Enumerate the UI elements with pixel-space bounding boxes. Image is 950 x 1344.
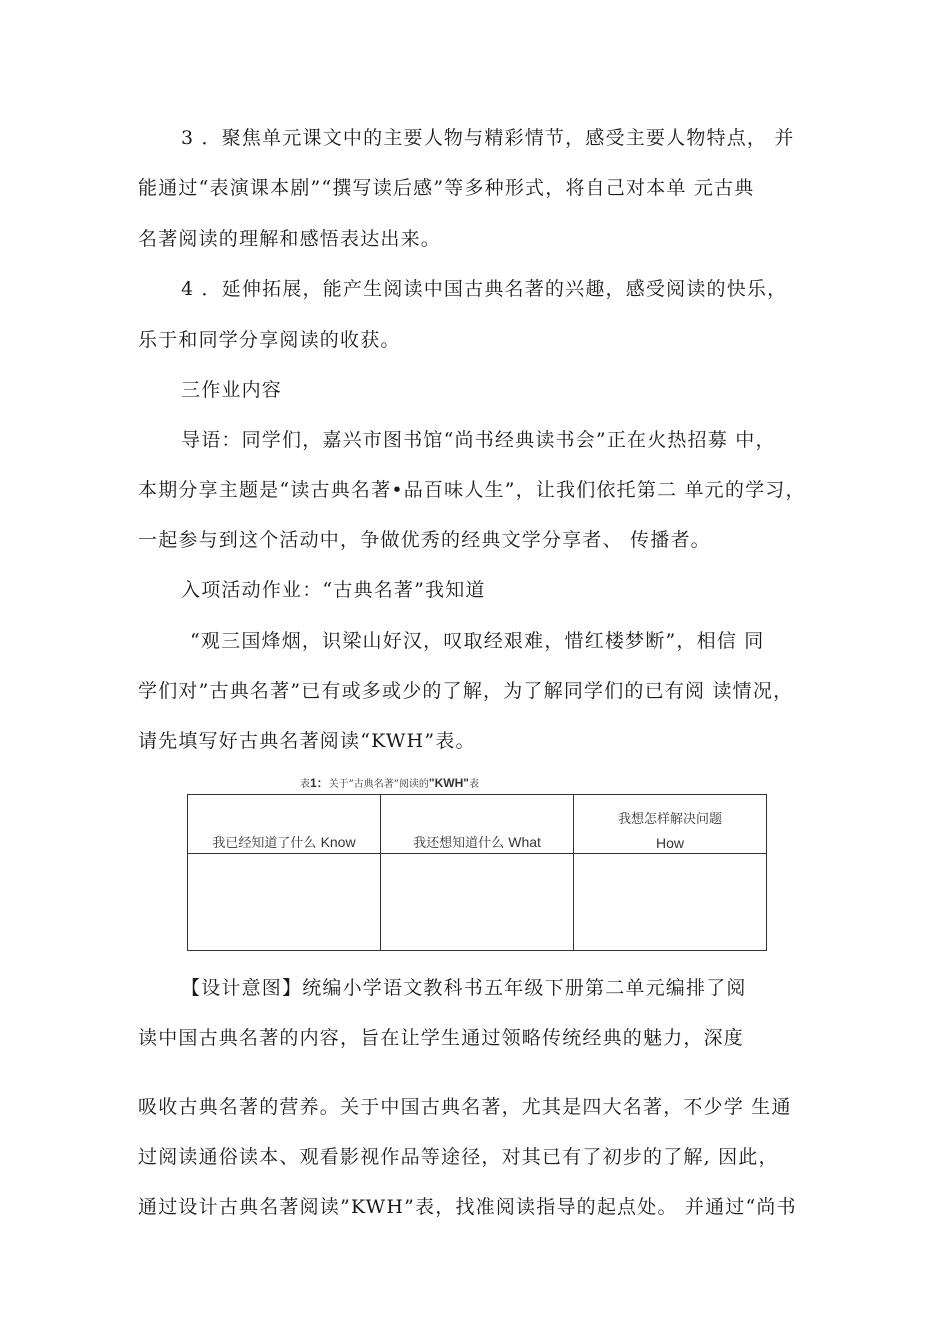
paragraph-line: 本期分享主题是“读古典名著•品百味人生”，让我们依托第二 单元的学习，	[138, 479, 806, 501]
header-what-en: What	[508, 834, 541, 850]
paragraph-line: 请先填写好古典名著阅读“KWH”表。	[138, 730, 476, 752]
paragraph-line: 4 ．延伸拓展，能产生阅读中国古典名著的兴趣，感受阅读的快乐，	[181, 278, 788, 300]
section-heading: 三作业内容	[181, 379, 283, 401]
table-cell	[188, 854, 381, 951]
header-how-cn: 我想怎样解决问题	[617, 812, 722, 827]
paragraph-line: 一起参与到这个活动中，争做优秀的经典文学分享者、 传播者。	[138, 529, 711, 551]
caption-text: 关于”古典名著”阅读的	[328, 779, 429, 790]
paragraph-line: 3 ．聚焦单元课文中的主要人物与精彩情节，感受主要人物特点， 并	[181, 127, 795, 149]
table-header-row	[188, 795, 767, 854]
paragraph-line: 乐于和同学分享阅读的收获。	[138, 329, 401, 351]
header-how-en: How	[655, 835, 684, 851]
paragraph-line: 学们对”古典名著”已有或多或少的了解，为了解同学们的已有阅 读情况，	[138, 680, 794, 702]
paragraph-line: 名著阅读的理解和感悟表达出来。	[138, 228, 442, 250]
table-row	[188, 854, 767, 951]
caption-prefix: 表	[300, 779, 310, 790]
paragraph-line: 读中国古典名著的内容，旨在让学生通过领略传统经典的魅力，深度	[138, 1027, 745, 1049]
caption-kwh: "KWH"	[428, 776, 469, 790]
table-cell	[574, 854, 767, 951]
paragraph-line: 吸收古典名著的营养。关于中国古典名著，尤其是四大名著，不少学 生通	[138, 1096, 792, 1118]
paragraph-line: 导语：同学们，嘉兴市图书馆“尚书经典读书会”正在火热招募 中，	[181, 429, 776, 451]
caption-number: 1：	[310, 776, 329, 790]
paragraph-line: “观三国烽烟，识梁山好汉，叹取经艰难，惜红楼梦断”，相信 同	[190, 630, 765, 652]
header-how	[574, 795, 767, 854]
header-know	[188, 795, 381, 854]
paragraph-line: 通过设计古典名著阅读”KWH”表，找准阅读指导的起点处。 并通过“尚书	[138, 1196, 797, 1218]
paragraph-line: 【设计意图】统编小学语文教科书五年级下册第二单元编排了阅	[181, 977, 747, 999]
caption-suffix: 表	[468, 779, 479, 790]
table-caption	[300, 776, 600, 792]
paragraph-line: 能通过“表演课本剧”“撰写读后感”等多种形式，将自己对本单 元古典	[138, 177, 755, 199]
activity-title: 入项活动作业：“古典名著”我知道	[181, 579, 486, 601]
kwh-table	[187, 794, 767, 951]
paragraph-line: 过阅读通俗读本、观看影视作品等途径，对其已有了初步的了解, 因此，	[138, 1146, 779, 1168]
table-cell	[381, 854, 574, 951]
header-know-cn: 我已经知道了什么	[212, 836, 317, 851]
header-what-cn: 我还想知道什么	[413, 836, 505, 851]
header-know-en: Know	[320, 834, 356, 850]
header-what	[381, 795, 574, 854]
